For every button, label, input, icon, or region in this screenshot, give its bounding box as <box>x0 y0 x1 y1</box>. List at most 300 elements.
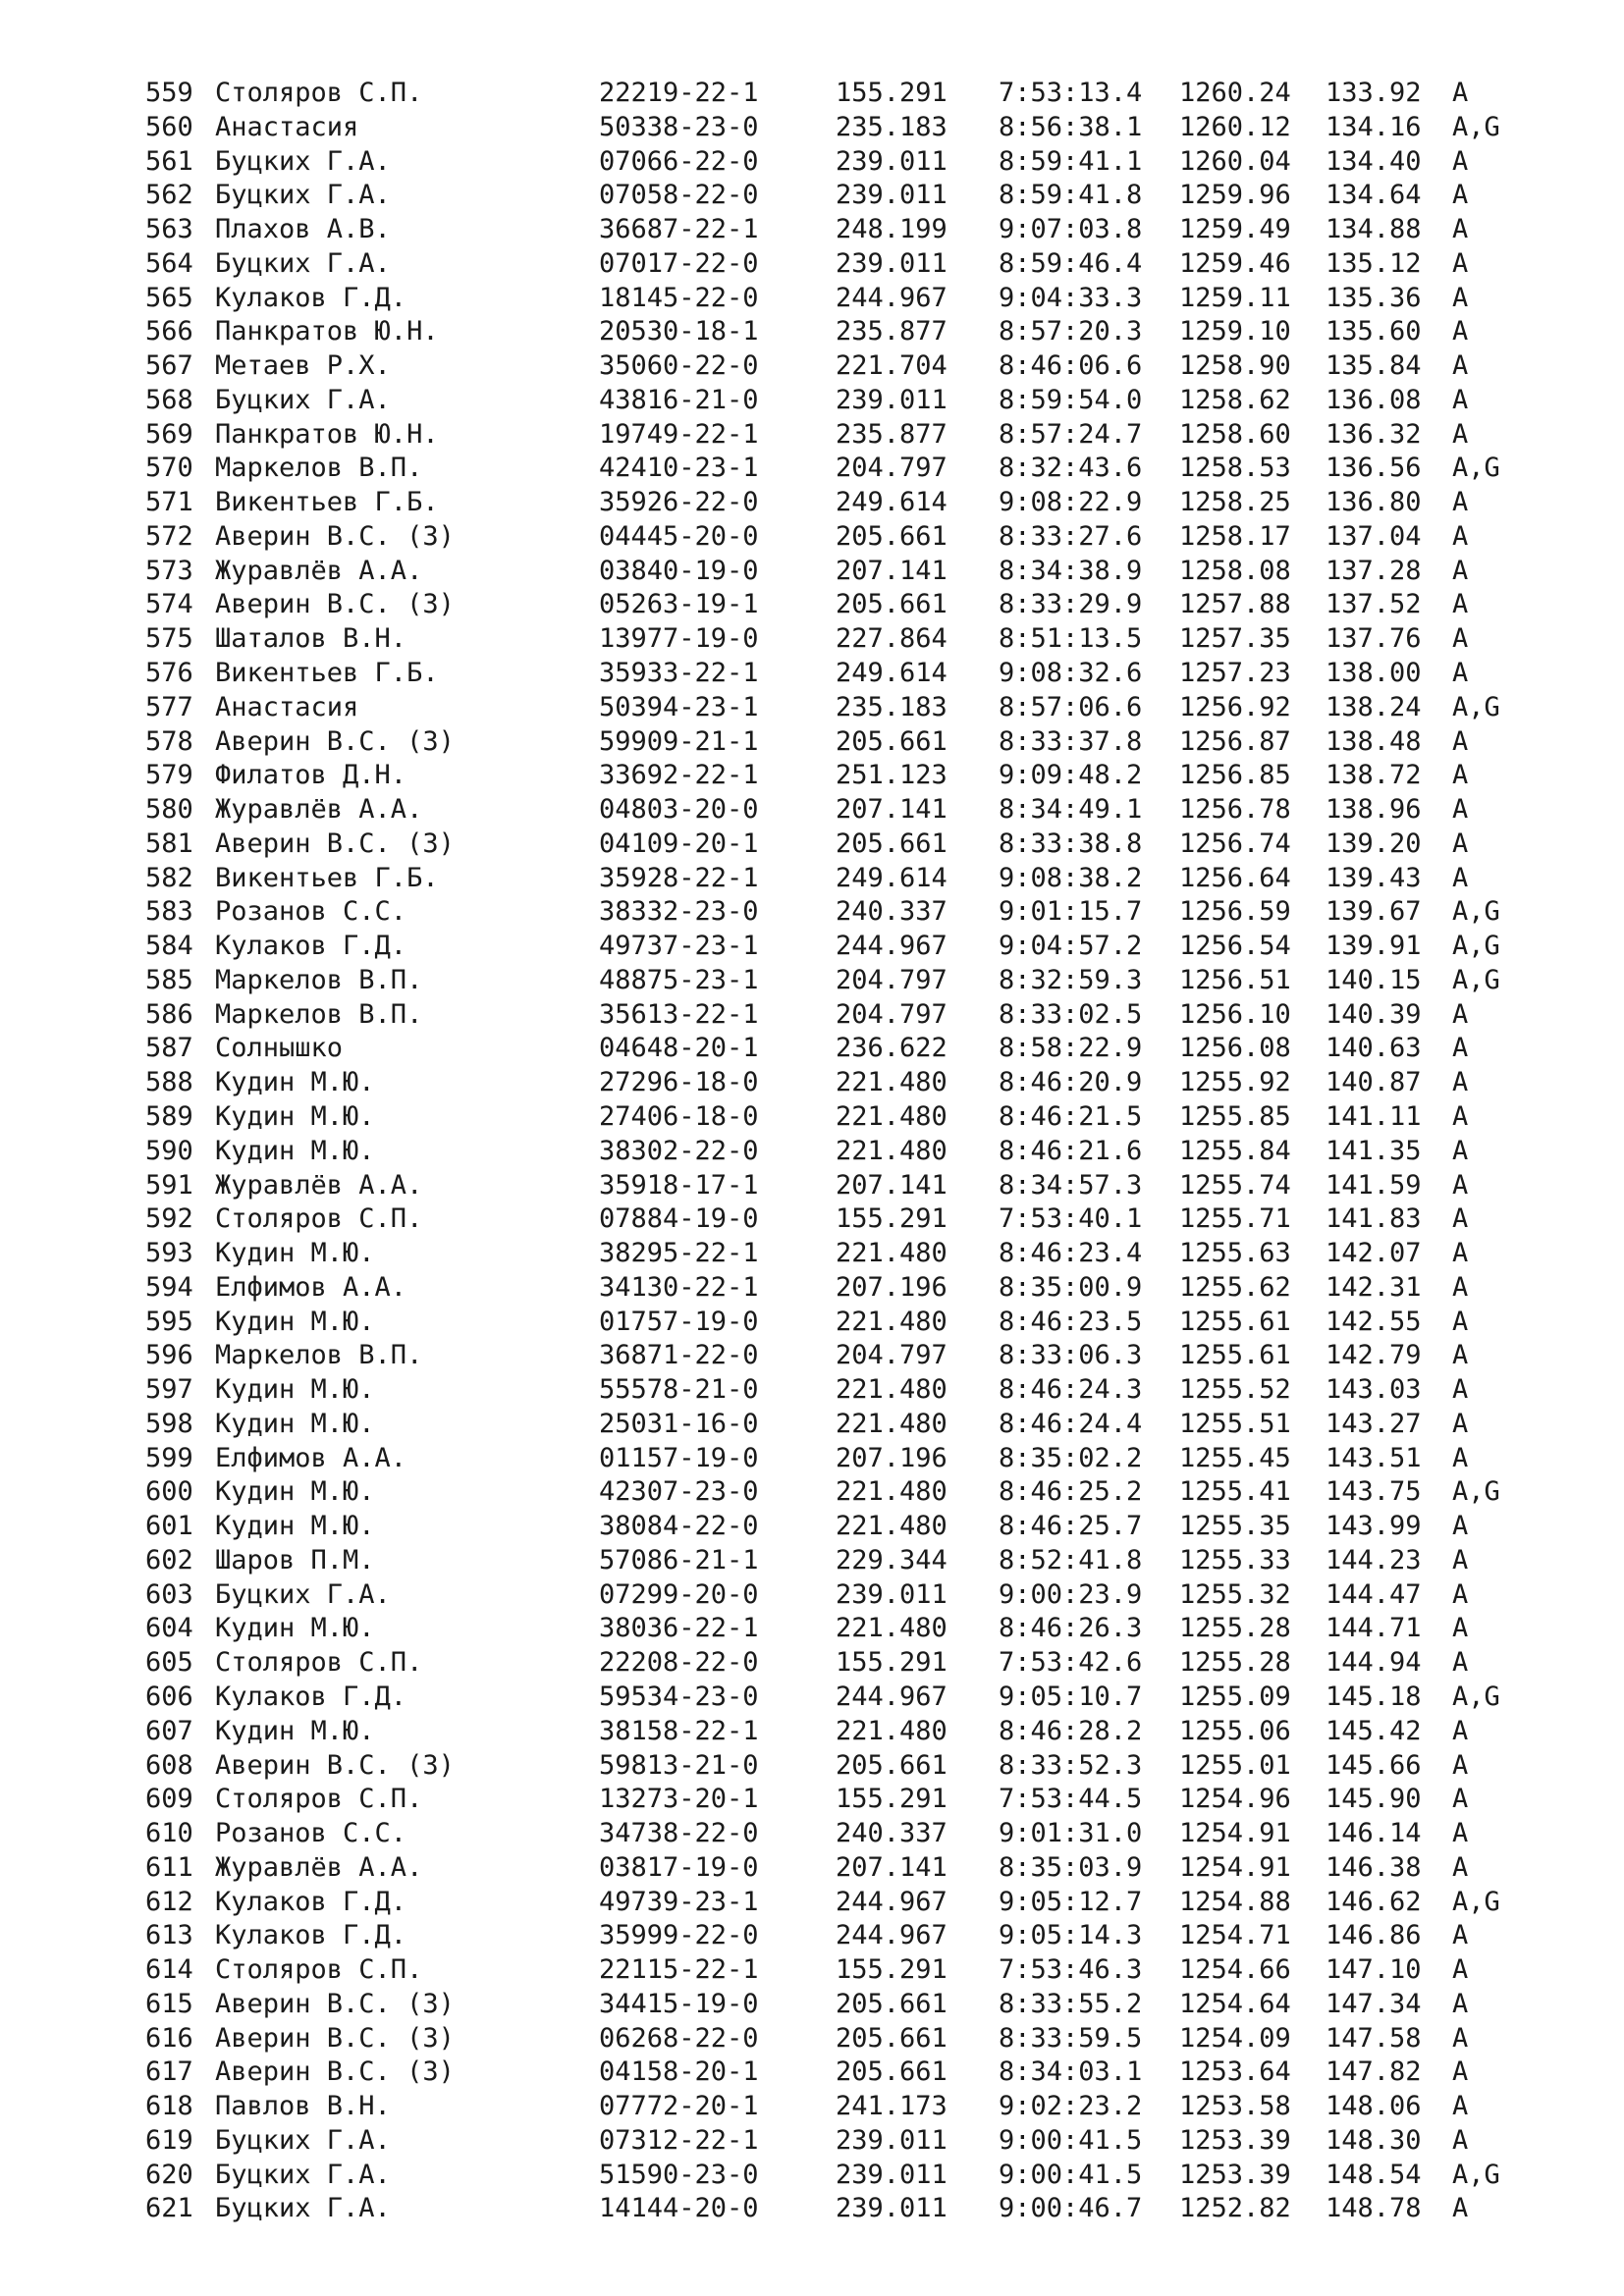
flags-cell: A,G <box>1452 964 1500 995</box>
distance-cell: 207.196 <box>836 1442 947 1473</box>
distance-cell: 229.344 <box>836 1544 947 1575</box>
flight-time-cell: 8:57:20.3 <box>999 316 1143 347</box>
points-cell: 143.03 <box>1326 1374 1422 1406</box>
flags-cell: A,G <box>1452 111 1500 142</box>
distance-cell: 155.291 <box>836 1954 947 1986</box>
flags-cell: A <box>1452 1442 1469 1473</box>
fancier-name-cell: Кудин М.Ю. <box>215 1613 375 1644</box>
table-row <box>0 2090 1624 2124</box>
distance-cell: 244.967 <box>836 1886 947 1917</box>
flags-cell: A <box>1452 2056 1469 2088</box>
speed-cell: 1255.28 <box>1179 1613 1291 1644</box>
place-number-cell: 587 <box>145 1033 193 1064</box>
place-number-cell: 562 <box>145 180 193 211</box>
fancier-name-cell: Анастасия <box>215 691 359 722</box>
place-number-cell: 609 <box>145 1784 193 1815</box>
distance-cell: 204.797 <box>836 453 947 484</box>
fancier-name-cell: Филатов Д.Н. <box>215 760 407 791</box>
place-number-cell: 591 <box>145 1169 193 1201</box>
points-cell: 148.78 <box>1326 2193 1422 2224</box>
distance-cell: 227.864 <box>836 623 947 655</box>
ring-number-cell: 59534-23-0 <box>599 1681 759 1712</box>
table-row <box>0 895 1624 930</box>
table-row <box>0 1442 1624 1476</box>
fancier-name-cell: Столяров С.П. <box>215 78 423 108</box>
distance-cell: 221.480 <box>836 1476 947 1508</box>
ring-number-cell: 01157-19-0 <box>599 1442 759 1473</box>
points-cell: 143.27 <box>1326 1408 1422 1439</box>
flags-cell: A,G <box>1452 691 1500 722</box>
table-row <box>0 1783 1624 1817</box>
table-row <box>0 1202 1624 1237</box>
flags-cell: A <box>1452 794 1469 826</box>
points-cell: 137.52 <box>1326 589 1422 620</box>
fancier-name-cell: Елфимов А.А. <box>215 1271 407 1303</box>
table-row <box>0 622 1624 657</box>
flags-cell: A,G <box>1452 931 1500 962</box>
points-cell: 141.35 <box>1326 1135 1422 1166</box>
distance-cell: 155.291 <box>836 1784 947 1815</box>
place-number-cell: 574 <box>145 589 193 620</box>
table-row <box>0 452 1624 486</box>
distance-cell: 249.614 <box>836 862 947 893</box>
speed-cell: 1258.90 <box>1179 350 1291 382</box>
table-row <box>0 1306 1624 1340</box>
table-row <box>0 1715 1624 1749</box>
speed-cell: 1256.10 <box>1179 998 1291 1030</box>
place-number-cell: 580 <box>145 794 193 826</box>
flags-cell: A <box>1452 1647 1469 1679</box>
speed-cell: 1253.64 <box>1179 2056 1291 2088</box>
fancier-name-cell: Столяров С.П. <box>215 1647 423 1679</box>
place-number-cell: 578 <box>145 725 193 757</box>
points-cell: 138.00 <box>1326 658 1422 689</box>
distance-cell: 155.291 <box>836 1203 947 1235</box>
points-cell: 144.94 <box>1326 1647 1422 1679</box>
points-cell: 144.71 <box>1326 1613 1422 1644</box>
flags-cell: A <box>1452 1715 1469 1746</box>
flight-time-cell: 9:09:48.2 <box>999 760 1143 791</box>
speed-cell: 1255.62 <box>1179 1271 1291 1303</box>
place-number-cell: 579 <box>145 760 193 791</box>
flight-time-cell: 8:46:26.3 <box>999 1613 1143 1644</box>
speed-cell: 1254.91 <box>1179 1851 1291 1883</box>
place-number-cell: 561 <box>145 145 193 177</box>
ring-number-cell: 18145-22-0 <box>599 282 759 313</box>
speed-cell: 1254.96 <box>1179 1784 1291 1815</box>
fancier-name-cell: Маркелов В.П. <box>215 453 423 484</box>
flight-time-cell: 9:08:22.9 <box>999 487 1143 518</box>
points-cell: 137.04 <box>1326 520 1422 552</box>
table-row <box>0 1851 1624 1886</box>
speed-cell: 1255.85 <box>1179 1100 1291 1132</box>
fancier-name-cell: Журавлёв А.А. <box>215 555 423 586</box>
flags-cell: A,G <box>1452 2159 1500 2190</box>
fancier-name-cell: Кулаков Г.Д. <box>215 1886 407 1917</box>
flight-time-cell: 8:46:24.3 <box>999 1374 1143 1406</box>
place-number-cell: 614 <box>145 1954 193 1986</box>
fancier-name-cell: Буцких Г.А. <box>215 1578 391 1610</box>
fancier-name-cell: Столяров С.П. <box>215 1954 423 1986</box>
fancier-name-cell: Аверин В.С. (З) <box>215 1988 455 2019</box>
ring-number-cell: 07772-20-1 <box>599 2091 759 2122</box>
table-row <box>0 2124 1624 2159</box>
table-row <box>0 1919 1624 1953</box>
fancier-name-cell: Буцких Г.А. <box>215 145 391 177</box>
points-cell: 144.23 <box>1326 1544 1422 1575</box>
flight-time-cell: 8:51:13.5 <box>999 623 1143 655</box>
place-number-cell: 598 <box>145 1408 193 1439</box>
fancier-name-cell: Розанов С.С. <box>215 896 407 928</box>
ring-number-cell: 33692-22-1 <box>599 760 759 791</box>
flags-cell: A <box>1452 1578 1469 1610</box>
flags-cell: A <box>1452 555 1469 586</box>
table-row <box>0 111 1624 145</box>
table-row <box>0 213 1624 247</box>
distance-cell: 235.877 <box>836 418 947 450</box>
speed-cell: 1253.39 <box>1179 2159 1291 2190</box>
fancier-name-cell: Кулаков Г.Д. <box>215 282 407 313</box>
flight-time-cell: 9:05:12.7 <box>999 1886 1143 1917</box>
fancier-name-cell: Буцких Г.А. <box>215 247 391 279</box>
flight-time-cell: 8:35:03.9 <box>999 1851 1143 1883</box>
flight-time-cell: 9:02:23.2 <box>999 2091 1143 2122</box>
ring-number-cell: 49739-23-1 <box>599 1886 759 1917</box>
flight-time-cell: 8:33:38.8 <box>999 828 1143 859</box>
flags-cell: A <box>1452 2091 1469 2122</box>
flight-time-cell: 8:46:23.4 <box>999 1238 1143 1269</box>
fancier-name-cell: Елфимов А.А. <box>215 1442 407 1473</box>
flight-time-cell: 7:53:40.1 <box>999 1203 1143 1235</box>
ring-number-cell: 04109-20-1 <box>599 828 759 859</box>
place-number-cell: 597 <box>145 1374 193 1406</box>
flags-cell: A <box>1452 725 1469 757</box>
fancier-name-cell: Аверин В.С. (З) <box>215 2056 455 2088</box>
speed-cell: 1257.35 <box>1179 623 1291 655</box>
distance-cell: 221.480 <box>836 1067 947 1098</box>
points-cell: 147.58 <box>1326 2022 1422 2054</box>
place-number-cell: 566 <box>145 316 193 347</box>
table-row <box>0 725 1624 760</box>
points-cell: 135.60 <box>1326 316 1422 347</box>
flight-time-cell: 9:04:57.2 <box>999 931 1143 962</box>
flags-cell: A <box>1452 1271 1469 1303</box>
ring-number-cell: 35933-22-1 <box>599 658 759 689</box>
ring-number-cell: 04445-20-0 <box>599 520 759 552</box>
points-cell: 136.32 <box>1326 418 1422 450</box>
table-row <box>0 998 1624 1033</box>
flags-cell: A <box>1452 1238 1469 1269</box>
speed-cell: 1259.49 <box>1179 214 1291 245</box>
speed-cell: 1256.51 <box>1179 964 1291 995</box>
place-number-cell: 605 <box>145 1647 193 1679</box>
ring-number-cell: 50394-23-1 <box>599 691 759 722</box>
flags-cell: A,G <box>1452 453 1500 484</box>
distance-cell: 221.480 <box>836 1100 947 1132</box>
speed-cell: 1253.58 <box>1179 2091 1291 2122</box>
fancier-name-cell: Шаров П.М. <box>215 1544 375 1575</box>
flags-cell: A <box>1452 1374 1469 1406</box>
ring-number-cell: 38036-22-1 <box>599 1613 759 1644</box>
points-cell: 140.63 <box>1326 1033 1422 1064</box>
flags-cell: A <box>1452 998 1469 1030</box>
flight-time-cell: 8:33:27.6 <box>999 520 1143 552</box>
ring-number-cell: 59813-21-0 <box>599 1749 759 1781</box>
table-row <box>0 1169 1624 1203</box>
ring-number-cell: 22115-22-1 <box>599 1954 759 1986</box>
fancier-name-cell: Аверин В.С. (З) <box>215 520 455 552</box>
distance-cell: 221.480 <box>836 1374 947 1406</box>
flags-cell: A <box>1452 1169 1469 1201</box>
flags-cell: A <box>1452 1306 1469 1337</box>
speed-cell: 1254.88 <box>1179 1886 1291 1917</box>
speed-cell: 1255.33 <box>1179 1544 1291 1575</box>
points-cell: 138.72 <box>1326 760 1422 791</box>
fancier-name-cell: Маркелов В.П. <box>215 1340 423 1371</box>
ring-number-cell: 35060-22-0 <box>599 350 759 382</box>
ring-number-cell: 07066-22-0 <box>599 145 759 177</box>
place-number-cell: 588 <box>145 1067 193 1098</box>
flags-cell: A <box>1452 1135 1469 1166</box>
distance-cell: 239.011 <box>836 2124 947 2156</box>
place-number-cell: 607 <box>145 1715 193 1746</box>
table-row <box>0 349 1624 384</box>
table-row <box>0 1988 1624 2022</box>
flight-time-cell: 8:32:59.3 <box>999 964 1143 995</box>
place-number-cell: 615 <box>145 1988 193 2019</box>
place-number-cell: 572 <box>145 520 193 552</box>
flight-time-cell: 8:52:41.8 <box>999 1544 1143 1575</box>
points-cell: 138.96 <box>1326 794 1422 826</box>
speed-cell: 1255.61 <box>1179 1340 1291 1371</box>
speed-cell: 1258.60 <box>1179 418 1291 450</box>
place-number-cell: 567 <box>145 350 193 382</box>
distance-cell: 207.196 <box>836 1271 947 1303</box>
distance-cell: 221.480 <box>836 1135 947 1166</box>
distance-cell: 251.123 <box>836 760 947 791</box>
fancier-name-cell: Панкратов Ю.Н. <box>215 316 439 347</box>
flight-time-cell: 9:08:32.6 <box>999 658 1143 689</box>
fancier-name-cell: Панкратов Ю.Н. <box>215 418 439 450</box>
table-row <box>0 930 1624 964</box>
flags-cell: A <box>1452 1784 1469 1815</box>
points-cell: 137.28 <box>1326 555 1422 586</box>
ring-number-cell: 07884-19-0 <box>599 1203 759 1235</box>
speed-cell: 1255.45 <box>1179 1442 1291 1473</box>
flags-cell: A <box>1452 145 1469 177</box>
table-row <box>0 418 1624 453</box>
points-cell: 143.99 <box>1326 1511 1422 1542</box>
flight-time-cell: 9:08:38.2 <box>999 862 1143 893</box>
distance-cell: 235.183 <box>836 111 947 142</box>
place-number-cell: 563 <box>145 214 193 245</box>
flight-time-cell: 7:53:44.5 <box>999 1784 1143 1815</box>
table-row <box>0 2192 1624 2226</box>
table-row <box>0 77 1624 111</box>
fancier-name-cell: Кудин М.Ю. <box>215 1135 375 1166</box>
flight-time-cell: 8:33:02.5 <box>999 998 1143 1030</box>
place-number-cell: 593 <box>145 1238 193 1269</box>
points-cell: 147.10 <box>1326 1954 1422 1986</box>
fancier-name-cell: Солнышко <box>215 1033 344 1064</box>
fancier-name-cell: Журавлёв А.А. <box>215 1169 423 1201</box>
points-cell: 142.55 <box>1326 1306 1422 1337</box>
speed-cell: 1258.25 <box>1179 487 1291 518</box>
table-row <box>0 1475 1624 1510</box>
speed-cell: 1255.52 <box>1179 1374 1291 1406</box>
points-cell: 136.08 <box>1326 384 1422 415</box>
flags-cell: A <box>1452 760 1469 791</box>
flags-cell: A <box>1452 1340 1469 1371</box>
points-cell: 141.83 <box>1326 1203 1422 1235</box>
place-number-cell: 610 <box>145 1818 193 1849</box>
ring-number-cell: 13273-20-1 <box>599 1784 759 1815</box>
speed-cell: 1255.06 <box>1179 1715 1291 1746</box>
flight-time-cell: 7:53:46.3 <box>999 1954 1143 1986</box>
flags-cell: A <box>1452 1100 1469 1132</box>
points-cell: 138.48 <box>1326 725 1422 757</box>
distance-cell: 204.797 <box>836 998 947 1030</box>
ring-number-cell: 38084-22-0 <box>599 1511 759 1542</box>
table-row <box>0 862 1624 896</box>
flight-time-cell: 7:53:13.4 <box>999 78 1143 108</box>
flight-time-cell: 8:46:20.9 <box>999 1067 1143 1098</box>
distance-cell: 204.797 <box>836 1340 947 1371</box>
fancier-name-cell: Плахов А.В. <box>215 214 391 245</box>
points-cell: 146.86 <box>1326 1920 1422 1951</box>
table-row <box>0 179 1624 213</box>
flags-cell: A <box>1452 589 1469 620</box>
flight-time-cell: 8:35:02.2 <box>999 1442 1143 1473</box>
flight-time-cell: 8:46:28.2 <box>999 1715 1143 1746</box>
ring-number-cell: 50338-23-0 <box>599 111 759 142</box>
flight-time-cell: 8:33:29.9 <box>999 589 1143 620</box>
distance-cell: 207.141 <box>836 794 947 826</box>
place-number-cell: 596 <box>145 1340 193 1371</box>
place-number-cell: 600 <box>145 1476 193 1508</box>
flight-time-cell: 8:35:00.9 <box>999 1271 1143 1303</box>
points-cell: 134.40 <box>1326 145 1422 177</box>
distance-cell: 221.704 <box>836 350 947 382</box>
distance-cell: 221.480 <box>836 1715 947 1746</box>
flags-cell: A,G <box>1452 896 1500 928</box>
table-row <box>0 691 1624 725</box>
ring-number-cell: 27406-18-0 <box>599 1100 759 1132</box>
table-row <box>0 2022 1624 2056</box>
fancier-name-cell: Кудин М.Ю. <box>215 1511 375 1542</box>
ring-number-cell: 34130-22-1 <box>599 1271 759 1303</box>
place-number-cell: 577 <box>145 691 193 722</box>
place-number-cell: 601 <box>145 1511 193 1542</box>
distance-cell: 205.661 <box>836 2056 947 2088</box>
flight-time-cell: 8:46:25.2 <box>999 1476 1143 1508</box>
place-number-cell: 582 <box>145 862 193 893</box>
speed-cell: 1256.59 <box>1179 896 1291 928</box>
distance-cell: 207.141 <box>836 1851 947 1883</box>
fancier-name-cell: Аверин В.С. (З) <box>215 1749 455 1781</box>
fancier-name-cell: Кулаков Г.Д. <box>215 1920 407 1951</box>
points-cell: 148.06 <box>1326 2091 1422 2122</box>
ring-number-cell: 55578-21-0 <box>599 1374 759 1406</box>
points-cell: 146.62 <box>1326 1886 1422 1917</box>
fancier-name-cell: Павлов В.Н. <box>215 2091 391 2122</box>
place-number-cell: 585 <box>145 964 193 995</box>
speed-cell: 1259.10 <box>1179 316 1291 347</box>
flight-time-cell: 8:32:43.6 <box>999 453 1143 484</box>
speed-cell: 1254.91 <box>1179 1818 1291 1849</box>
fancier-name-cell: Розанов С.С. <box>215 1818 407 1849</box>
points-cell: 135.84 <box>1326 350 1422 382</box>
speed-cell: 1258.53 <box>1179 453 1291 484</box>
place-number-cell: 619 <box>145 2124 193 2156</box>
table-row <box>0 1817 1624 1851</box>
fancier-name-cell: Викентьев Г.Б. <box>215 487 439 518</box>
flags-cell: A <box>1452 1851 1469 1883</box>
points-cell: 139.67 <box>1326 896 1422 928</box>
points-cell: 137.76 <box>1326 623 1422 655</box>
speed-cell: 1257.23 <box>1179 658 1291 689</box>
place-number-cell: 573 <box>145 555 193 586</box>
flags-cell: A <box>1452 2022 1469 2054</box>
place-number-cell: 592 <box>145 1203 193 1235</box>
points-cell: 142.07 <box>1326 1238 1422 1269</box>
fancier-name-cell: Аверин В.С. (З) <box>215 2022 455 2054</box>
place-number-cell: 583 <box>145 896 193 928</box>
distance-cell: 248.199 <box>836 214 947 245</box>
table-row <box>0 1612 1624 1646</box>
flags-cell: A <box>1452 623 1469 655</box>
distance-cell: 244.967 <box>836 1920 947 1951</box>
flight-time-cell: 7:53:42.6 <box>999 1647 1143 1679</box>
place-number-cell: 570 <box>145 453 193 484</box>
flight-time-cell: 8:33:06.3 <box>999 1340 1143 1371</box>
fancier-name-cell: Буцких Г.А. <box>215 2124 391 2156</box>
distance-cell: 205.661 <box>836 1749 947 1781</box>
points-cell: 139.20 <box>1326 828 1422 859</box>
table-row <box>0 1408 1624 1442</box>
place-number-cell: 594 <box>145 1271 193 1303</box>
flags-cell: A <box>1452 214 1469 245</box>
points-cell: 135.36 <box>1326 282 1422 313</box>
table-row <box>0 964 1624 998</box>
fancier-name-cell: Буцких Г.А. <box>215 180 391 211</box>
points-cell: 145.66 <box>1326 1749 1422 1781</box>
distance-cell: 205.661 <box>836 725 947 757</box>
table-row <box>0 555 1624 589</box>
table-row <box>0 793 1624 828</box>
distance-cell: 240.337 <box>836 1818 947 1849</box>
distance-cell: 205.661 <box>836 828 947 859</box>
flight-time-cell: 8:34:03.1 <box>999 2056 1143 2088</box>
ring-number-cell: 43816-21-0 <box>599 384 759 415</box>
points-cell: 143.75 <box>1326 1476 1422 1508</box>
place-number-cell: 559 <box>145 78 193 108</box>
flags-cell: A <box>1452 1408 1469 1439</box>
distance-cell: 221.480 <box>836 1613 947 1644</box>
distance-cell: 207.141 <box>836 555 947 586</box>
flags-cell: A <box>1452 2193 1469 2224</box>
flags-cell: A <box>1452 520 1469 552</box>
ring-number-cell: 35918-17-1 <box>599 1169 759 1201</box>
ring-number-cell: 42410-23-1 <box>599 453 759 484</box>
place-number-cell: 611 <box>145 1851 193 1883</box>
table-row <box>0 282 1624 316</box>
table-row <box>0 1237 1624 1271</box>
flight-time-cell: 8:59:46.4 <box>999 247 1143 279</box>
flags-cell: A <box>1452 1511 1469 1542</box>
flags-cell: A,G <box>1452 1476 1500 1508</box>
fancier-name-cell: Столяров С.П. <box>215 1784 423 1815</box>
